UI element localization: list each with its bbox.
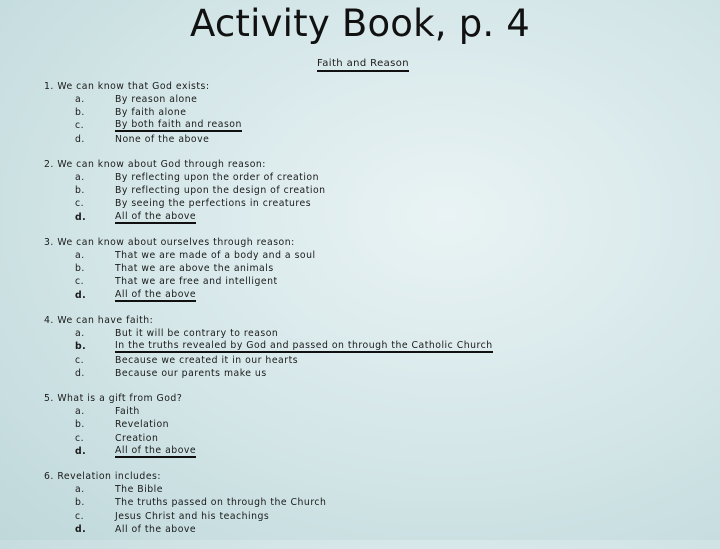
option-row [44, 523, 704, 536]
option-text: By faith alone [115, 107, 187, 119]
option-letter: c. [75, 198, 85, 210]
option-letter: a. [75, 250, 85, 262]
option-letter: c. [75, 510, 85, 522]
option-row [44, 119, 704, 132]
question-text: 3. We can know about ourselves through reason: [44, 237, 295, 249]
option-letter: a. [75, 328, 85, 340]
correct-option-text: All of the above [115, 210, 197, 222]
option-letter: b. [75, 341, 87, 353]
option-row [44, 289, 704, 302]
question-text: 6. Revelation includes: [44, 471, 162, 483]
option-letter: b. [75, 107, 85, 119]
option-letter: a. [75, 406, 85, 418]
correct-option-text: All of the above [115, 288, 197, 300]
quiz-list [44, 81, 704, 549]
slide-title: Activity Book, p. 4 [189, 2, 531, 45]
question-3 [44, 237, 704, 302]
option-letter: b. [75, 419, 85, 431]
option-text: That we are made of a body and a soul [115, 250, 316, 262]
option-letter: d. [75, 367, 85, 379]
option-row [44, 211, 704, 224]
option-row [44, 496, 704, 509]
option-text: Because we created it in our hearts [115, 354, 299, 366]
option-letter: d. [75, 445, 87, 457]
option-text: None of the above [115, 133, 210, 145]
option-letter: b. [75, 263, 85, 275]
option-text: Revelation [115, 419, 170, 431]
option-row [44, 262, 704, 275]
option-text: The Bible [115, 484, 163, 496]
option-text: But it will be contrary to reason [115, 328, 279, 340]
option-letter: d. [75, 289, 87, 301]
option-row [44, 197, 704, 210]
option-text: Jesus Christ and his teachings [115, 510, 270, 522]
question-text: 2. We can know about God through reason: [44, 159, 266, 171]
option-text: Creation [115, 432, 159, 444]
option-letter: d. [75, 523, 87, 535]
option-text: Faith [115, 406, 140, 418]
option-letter: a. [75, 94, 85, 105]
question-6 [44, 471, 704, 536]
option-letter: b. [75, 185, 85, 197]
option-letter: a. [75, 484, 85, 496]
option-row [44, 510, 704, 523]
question-1 [44, 81, 704, 146]
option-letter: d. [75, 133, 85, 145]
option-row [44, 445, 704, 458]
option-row [44, 275, 704, 288]
option-row [44, 367, 704, 380]
option-letter: c. [75, 120, 85, 132]
option-text: All of the above [115, 523, 197, 535]
correct-option-text: By both faith and reason [115, 119, 242, 131]
option-letter: d. [75, 211, 87, 223]
option-row [44, 106, 704, 119]
option-text: By reflecting upon the design of creation [115, 185, 326, 197]
option-text: Because our parents make us [115, 367, 267, 379]
option-row [44, 354, 704, 367]
option-row [44, 184, 704, 197]
option-row [44, 249, 704, 262]
question-text: 5. What is a gift from God? [44, 393, 183, 405]
question-5 [44, 393, 704, 458]
option-text: By reflecting upon the order of creation [115, 172, 319, 184]
option-text: By seeing the perfections in creatures [115, 198, 312, 210]
question-4 [44, 315, 704, 380]
option-row [44, 432, 704, 445]
option-row [44, 171, 704, 184]
question-2 [44, 159, 704, 224]
option-row [44, 483, 704, 496]
option-row [44, 340, 704, 353]
option-text: The truths passed on through the Church [115, 497, 327, 509]
section-subtitle: Faith and Reason [317, 57, 409, 72]
option-letter: b. [75, 497, 85, 509]
option-letter: c. [75, 276, 85, 288]
option-text: By reason alone [115, 94, 198, 105]
option-row [44, 405, 704, 418]
option-row [44, 133, 704, 146]
correct-option-text: In the truths revealed by God and passed on through the Catholic Church [115, 340, 493, 352]
option-letter: c. [75, 354, 85, 366]
question-text: 4. We can have faith: [44, 315, 154, 327]
option-letter: a. [75, 172, 85, 184]
option-letter: c. [75, 432, 85, 444]
option-text: That we are above the animals [115, 263, 274, 275]
correct-option-text: All of the above [115, 444, 197, 456]
option-text: That we are free and intelligent [115, 276, 278, 288]
option-row [44, 327, 704, 340]
question-text: 1. We can know that God exists: [44, 81, 210, 92]
option-row [44, 93, 704, 106]
option-row [44, 418, 704, 431]
